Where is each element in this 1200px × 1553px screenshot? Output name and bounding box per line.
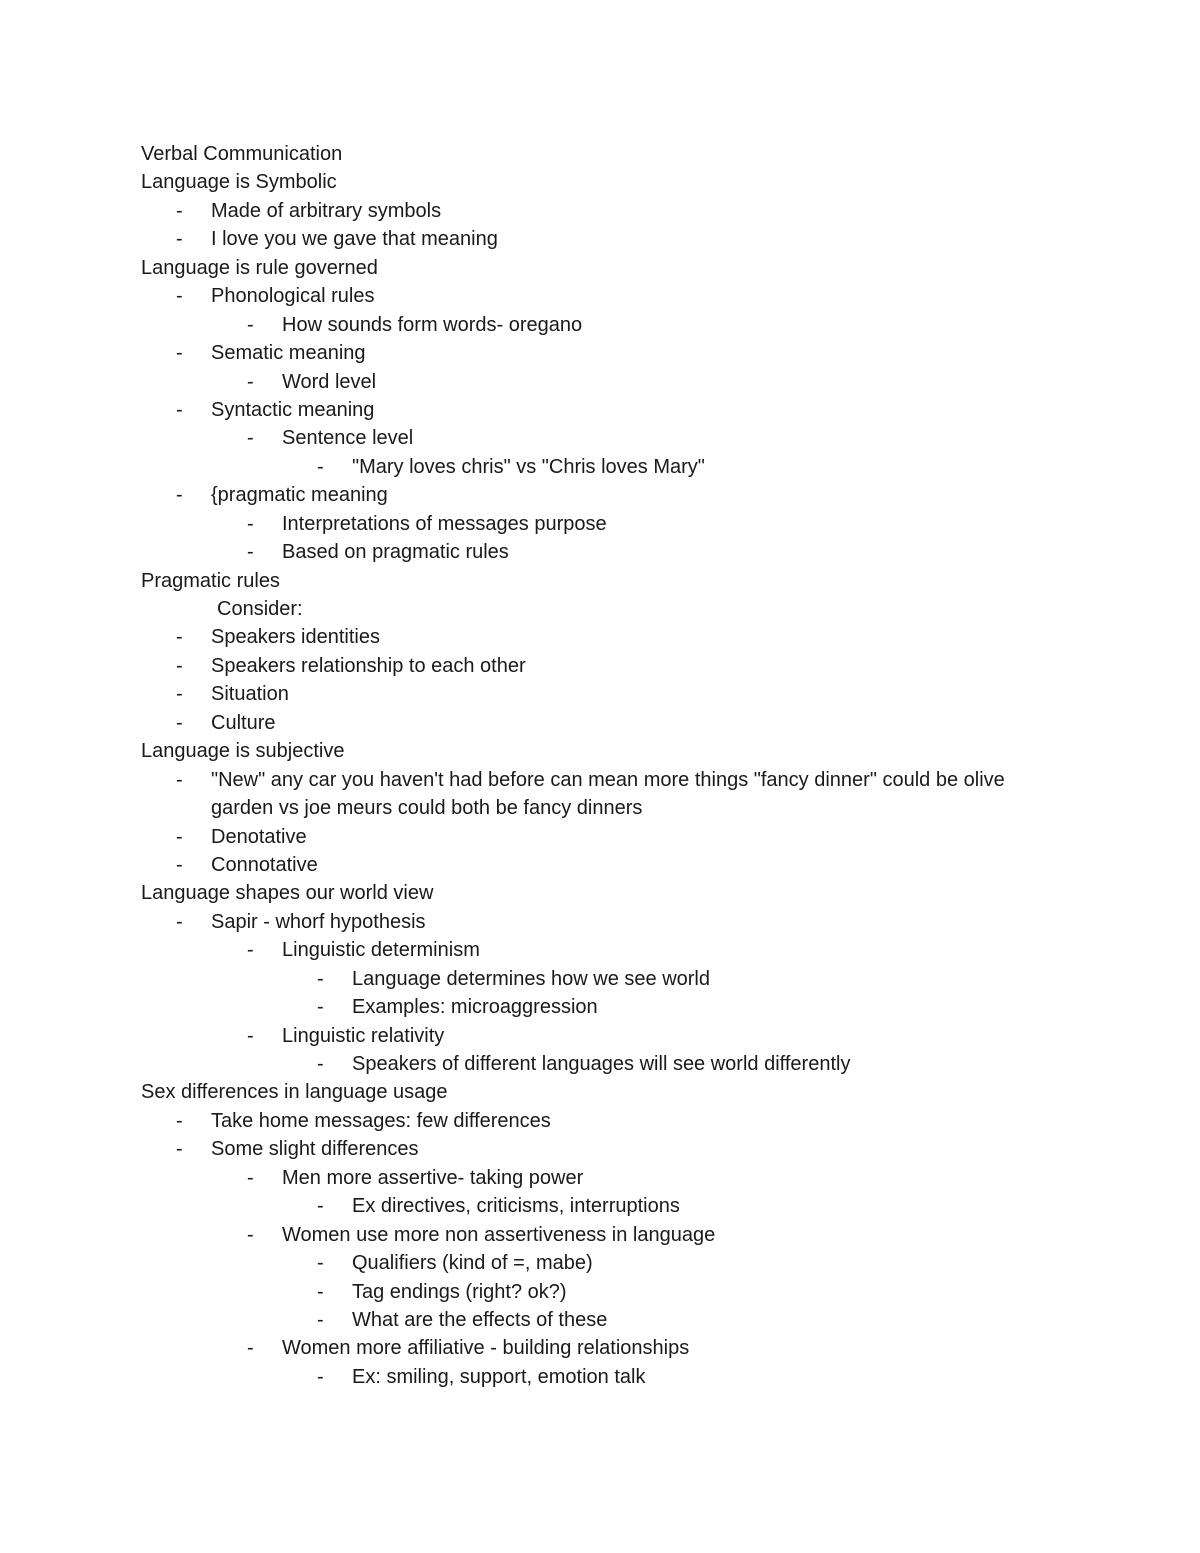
bullet-item-level-1 <box>0 481 1200 509</box>
note-text: Consider: <box>217 598 303 620</box>
bullet-text: Based on pragmatic rules <box>282 541 509 564</box>
bullet-item-level-1 <box>0 1107 1200 1135</box>
bullet-text: Linguistic relativity <box>282 1024 445 1047</box>
bullet-marker: - <box>247 1223 254 1246</box>
bullet-marker: - <box>247 939 254 962</box>
bullet-item-level-1 <box>0 766 1200 823</box>
bullet-item-level-3 <box>0 1306 1200 1334</box>
bullet-text: What are the effects of these <box>352 1308 608 1331</box>
bullet-text: Made of arbitrary symbols <box>211 199 442 222</box>
bullet-marker: - <box>176 199 183 222</box>
bullet-text: Syntactic meaning <box>211 398 375 421</box>
bullet-text: Word level <box>282 370 377 393</box>
bullet-item-level-3 <box>0 453 1200 481</box>
bullet-marker: - <box>317 1053 324 1076</box>
bullet-item-level-2 <box>0 311 1200 339</box>
section-heading: Language is rule governed <box>141 256 378 279</box>
bullet-item-level-1 <box>0 282 1200 310</box>
bullet-item-level-3 <box>0 993 1200 1021</box>
bullet-marker: - <box>247 370 254 393</box>
bullet-marker: - <box>176 1109 183 1132</box>
bullet-item-level-2 <box>0 1022 1200 1050</box>
bullet-item-level-3 <box>0 965 1200 993</box>
bullet-marker: - <box>317 1308 324 1331</box>
bullet-text: Women more affiliative - building relationships <box>282 1337 690 1360</box>
bullet-marker: - <box>176 711 183 734</box>
section-heading: Pragmatic rules <box>141 569 280 592</box>
bullet-text: How sounds form words- oregano <box>282 313 583 336</box>
bullet-text: Men more assertive- taking power <box>282 1166 584 1189</box>
bullet-text: Ex: smiling, support, emotion talk <box>352 1365 646 1388</box>
bullet-text: Tag endings (right? ok?) <box>352 1280 567 1303</box>
bullet-marker: - <box>247 1166 254 1189</box>
bullet-item-level-1 <box>0 197 1200 225</box>
bullet-item-level-2 <box>0 1164 1200 1192</box>
bullet-text: Women use more non assertiveness in language <box>282 1223 716 1246</box>
bullet-item-level-2 <box>0 424 1200 452</box>
bullet-item-level-1 <box>0 851 1200 879</box>
bullet-text: Linguistic determinism <box>282 939 480 962</box>
bullet-text: Qualifiers (kind of =, mabe) <box>352 1252 593 1275</box>
bullet-text: Some slight differences <box>211 1138 419 1161</box>
bullet-text: Phonological rules <box>211 285 375 308</box>
bullet-marker: - <box>176 228 183 251</box>
bullet-text: Sapir - whorf hypothesis <box>211 910 426 933</box>
bullet-marker: - <box>176 285 183 308</box>
bullet-text: Speakers identities <box>211 626 380 649</box>
bullet-item-level-1 <box>0 823 1200 851</box>
bullet-text: Situation <box>211 683 289 706</box>
bullet-marker: - <box>247 313 254 336</box>
bullet-text: "New" any car you haven't had before can mean more things "fancy dinner" could be olive garden vs joe meurs could both be fancy dinners <box>211 768 1005 820</box>
bullet-item-level-3 <box>0 1249 1200 1277</box>
bullet-marker: - <box>176 398 183 421</box>
bullet-marker: - <box>247 1024 254 1047</box>
bullet-text: Speakers relationship to each other <box>211 654 526 677</box>
bullet-item-level-2 <box>0 936 1200 964</box>
bullet-text: Denotative <box>211 825 307 848</box>
bullet-item-level-2 <box>0 368 1200 396</box>
bullet-text: Culture <box>211 711 276 734</box>
bullet-text: Speakers of different languages will see world differently <box>352 1053 851 1076</box>
bullet-marker: - <box>317 1252 324 1275</box>
bullet-item-level-1 <box>0 680 1200 708</box>
bullet-text: Take home messages: few differences <box>211 1109 551 1132</box>
bullet-marker: - <box>317 1365 324 1388</box>
bullet-marker: - <box>317 1280 324 1303</box>
bullet-item-level-2 <box>0 1221 1200 1249</box>
bullet-text: "Mary loves chris" vs "Chris loves Mary" <box>352 455 705 478</box>
bullet-item-level-1 <box>0 339 1200 367</box>
bullet-text: Language determines how we see world <box>352 967 710 990</box>
bullet-text: I love you we gave that meaning <box>211 228 498 251</box>
bullet-text: Ex directives, criticisms, interruptions <box>352 1195 680 1218</box>
bullet-marker: - <box>176 484 183 507</box>
bullet-marker: - <box>176 910 183 933</box>
bullet-item-level-1 <box>0 1135 1200 1163</box>
bullet-text: Connotative <box>211 853 318 876</box>
bullet-marker: - <box>176 626 183 649</box>
bullet-marker: - <box>317 1195 324 1218</box>
bullet-marker: - <box>317 996 324 1019</box>
section-heading: Language is Symbolic <box>141 171 337 194</box>
bullet-marker: - <box>247 427 254 450</box>
bullet-item-level-1 <box>0 652 1200 680</box>
bullet-text: Sematic meaning <box>211 342 366 365</box>
section-heading: Sex differences in language usage <box>141 1081 448 1104</box>
bullet-marker: - <box>176 342 183 365</box>
bullet-item-level-3 <box>0 1050 1200 1078</box>
bullet-marker: - <box>176 1138 183 1161</box>
bullet-marker: - <box>317 455 324 478</box>
bullet-item-level-1 <box>0 709 1200 737</box>
bullet-marker: - <box>176 853 183 876</box>
bullet-item-level-2 <box>0 538 1200 566</box>
bullet-marker: - <box>176 825 183 848</box>
section-heading: Verbal Communication <box>141 143 343 165</box>
bullet-text: Examples: microaggression <box>352 996 598 1019</box>
bullet-marker: - <box>247 541 254 564</box>
bullet-marker: - <box>176 768 183 791</box>
bullet-marker: - <box>247 512 254 535</box>
bullet-text: Sentence level <box>282 427 414 450</box>
document-body <box>0 140 1200 1391</box>
section-heading: Language shapes our world view <box>141 882 434 905</box>
bullet-marker: - <box>317 967 324 990</box>
bullet-marker: - <box>247 1337 254 1360</box>
bullet-item-level-3 <box>0 1192 1200 1220</box>
section-heading: Language is subjective <box>141 740 345 763</box>
bullet-item-level-2 <box>0 1334 1200 1362</box>
bullet-text: {pragmatic meaning <box>211 484 388 507</box>
bullet-item-level-1 <box>0 396 1200 424</box>
bullet-item-level-3 <box>0 1278 1200 1306</box>
bullet-item-level-1 <box>0 908 1200 936</box>
bullet-marker: - <box>176 683 183 706</box>
bullet-marker: - <box>176 654 183 677</box>
bullet-item-level-3 <box>0 1363 1200 1391</box>
bullet-item-level-2 <box>0 510 1200 538</box>
bullet-text: Interpretations of messages purpose <box>282 512 607 535</box>
bullet-item-level-1 <box>0 225 1200 253</box>
bullet-item-level-1 <box>0 623 1200 651</box>
